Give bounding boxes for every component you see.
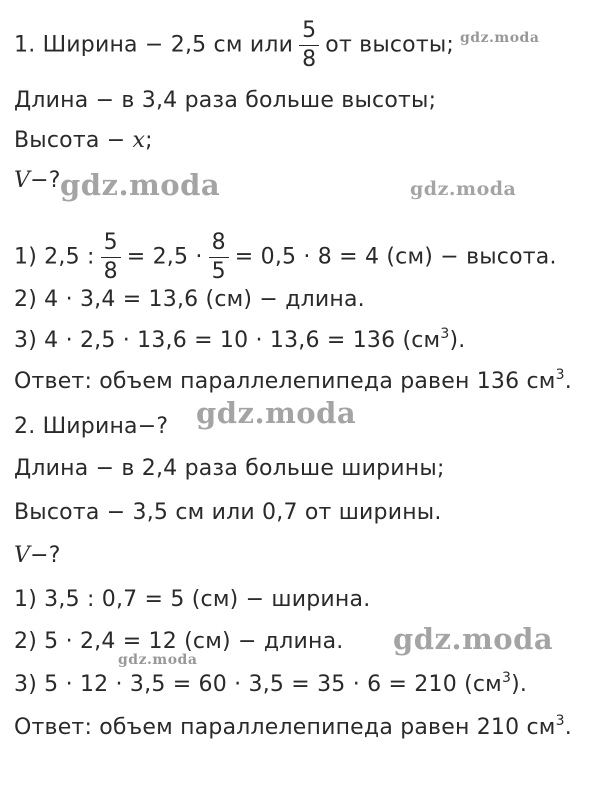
p2-step3-a: 3) 5 · 12 · 3,5 = 60 · 3,5 = 35 · 6 = 210 (см xyxy=(14,672,502,697)
p1-volume-question: −? xyxy=(30,168,61,193)
p1-width-fraction xyxy=(299,20,319,71)
p2-answer-text: Ответ: объем параллелепипеда равен 210 см xyxy=(14,715,556,740)
p2-volume-var: V xyxy=(14,543,31,568)
fraction-numerator: 8 xyxy=(209,232,229,258)
p2-step-2: 2) 5 · 2,4 = 12 (см) − длина. xyxy=(14,629,344,654)
p1-answer xyxy=(14,369,572,395)
p1-step-1 xyxy=(14,232,557,283)
p2-answer-sup: 3 xyxy=(555,713,565,729)
p1-step1-fraction-1 xyxy=(101,232,121,283)
p1-height-tail: ; xyxy=(145,128,153,153)
p1-given-width xyxy=(14,20,454,71)
p1-step1-c: = 0,5 · 8 = 4 (см) − высота. xyxy=(234,244,557,270)
watermark: gdz.moda xyxy=(410,178,517,200)
p2-volume-question: −? xyxy=(30,543,61,568)
watermark: gdz.moda xyxy=(393,622,554,656)
watermark: gdz.moda xyxy=(196,396,357,430)
p2-answer xyxy=(14,715,572,741)
fraction-denominator: 8 xyxy=(103,259,118,284)
p1-height-var: x xyxy=(132,128,146,153)
p1-answer-sup: 3 xyxy=(555,367,565,383)
p2-step3-sup: 3 xyxy=(501,670,512,686)
p2-step-3 xyxy=(14,672,527,698)
p2-step-1: 1) 3,5 : 0,7 = 5 (см) − ширина. xyxy=(14,587,371,612)
p1-step-2: 2) 4 · 3,4 = 13,6 (см) − длина. xyxy=(14,287,365,312)
p2-given-length: Длина − в 2,4 раза больше ширины; xyxy=(14,456,445,481)
p1-step1-b: = 2,5 · xyxy=(126,244,203,270)
p1-answer-tail: . xyxy=(564,369,572,394)
p2-answer-tail: . xyxy=(564,715,572,740)
p1-height-text: Высота − xyxy=(14,128,133,153)
p2-find-volume xyxy=(14,543,61,569)
p1-find-volume xyxy=(14,168,61,194)
p1-step-3 xyxy=(14,328,465,354)
p1-given-length: Длина − в 3,4 раза больше высоты; xyxy=(14,88,437,113)
p1-volume-var: V xyxy=(14,168,31,193)
p1-step3-sup: 3 xyxy=(440,326,450,342)
fraction-denominator: 8 xyxy=(302,47,317,72)
watermark: gdz.moda xyxy=(60,168,221,202)
p2-step3-b: ). xyxy=(511,672,528,697)
fraction-numerator: 5 xyxy=(299,20,319,46)
p1-given-height xyxy=(14,128,153,154)
p2-given-height: Высота − 3,5 см или 0,7 от ширины. xyxy=(14,500,442,525)
p1-answer-text: Ответ: объем параллелепипеда равен 136 см xyxy=(14,369,556,394)
watermark: gdz.moda xyxy=(118,652,198,668)
watermark: gdz.moda xyxy=(460,30,540,46)
p1-step3-b: ). xyxy=(449,328,466,353)
p1-step1-a: 1) 2,5 : xyxy=(14,244,95,270)
p1-step3-a: 3) 4 · 2,5 · 13,6 = 10 · 13,6 = 136 (см xyxy=(14,328,441,353)
p1-step1-fraction-2 xyxy=(209,232,229,283)
p2-find-width: 2. Ширина−? xyxy=(14,414,169,439)
p1-width-tail: от высоты; xyxy=(325,32,455,58)
fraction-numerator: 5 xyxy=(101,232,121,258)
p1-width-text: 1. Ширина − 2,5 см или xyxy=(14,32,294,58)
fraction-denominator: 5 xyxy=(211,259,226,284)
